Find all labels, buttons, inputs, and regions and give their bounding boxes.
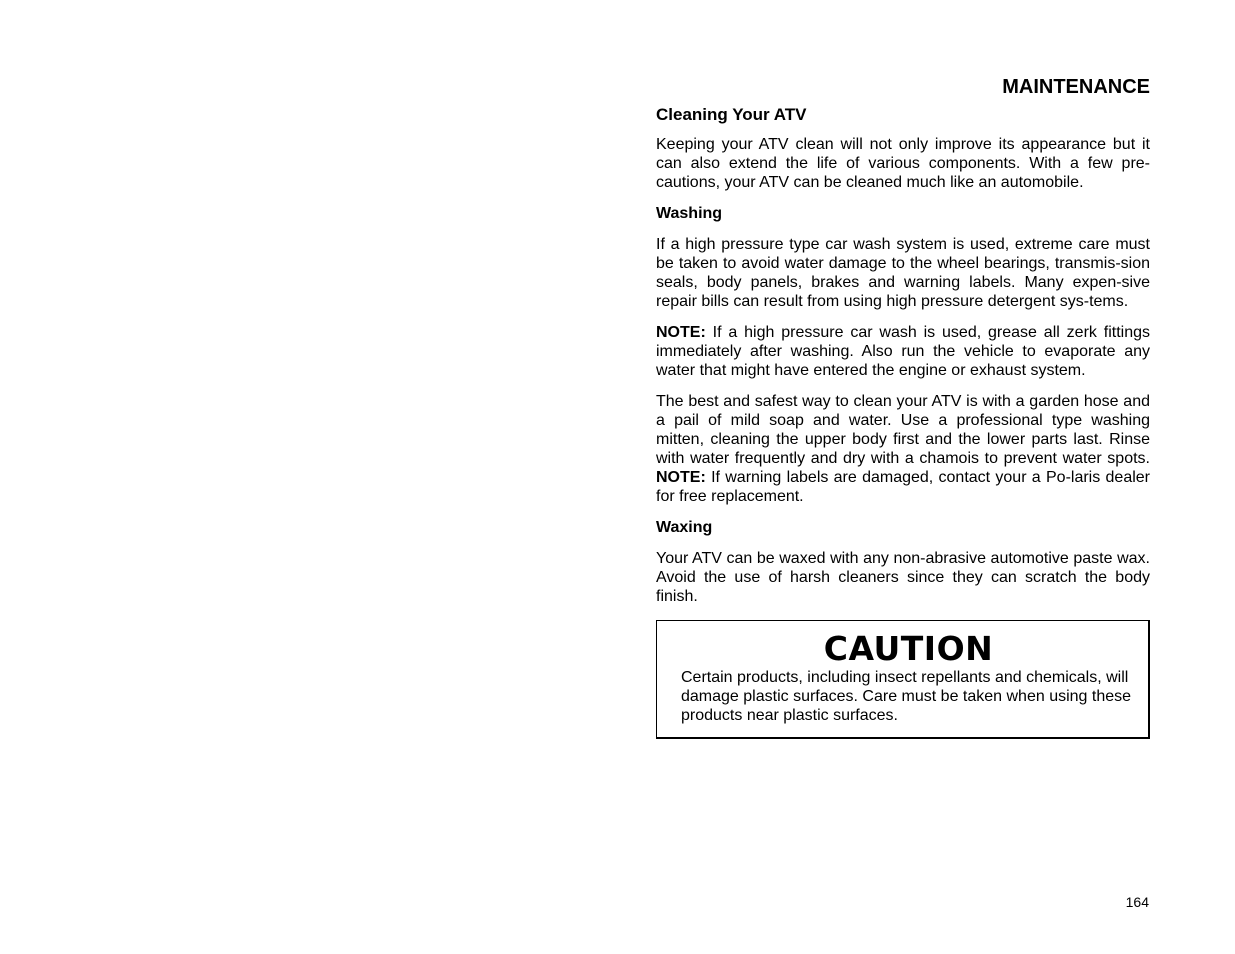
waxing-heading: Waxing (656, 519, 713, 536)
washing-paragraph: If a high pressure type car wash system is used, extreme care must be taken to avoid water damage to the wheel bearings, transmis-sion seals, body panels, brakes and warning labels. Many expen-sive repair bills can result from using high pressure detergent sys-tems. (656, 236, 1150, 310)
note-label: NOTE: (656, 469, 706, 486)
washing-method-note-text: If warning labels are damaged, contact your a Po-laris dealer for free replacement. (656, 469, 1150, 505)
section-header: MAINTENANCE (1002, 76, 1150, 98)
note-label: NOTE: (656, 324, 706, 341)
washing-method-text: The best and safest way to clean your ATV is with a garden hose and a pail of mild soap and water. Use a professional type washing mitten, cleaning the upper body first and the lower parts last. Rinse with water frequently and dry with a chamois to prevent water spots. (656, 393, 1150, 467)
caution-box (656, 620, 1150, 739)
page-number: 164 (1125, 894, 1149, 910)
intro-paragraph: Keeping your ATV clean will not only improve its appearance but it can also extend the life of various components. With a few pre-cautions, your ATV can be cleaned much like an automobile. (656, 136, 1150, 191)
caution-title: CAUTION (823, 629, 994, 668)
page-title: Cleaning Your ATV (656, 105, 807, 124)
caution-text: Certain products, including insect repellants and chemicals, will damage plastic surfaces. Care must be taken when using these products near plastic surfaces. (681, 669, 1132, 724)
page-column (656, 74, 1150, 739)
washing-note-paragraph (656, 323, 1150, 380)
washing-method-paragraph (656, 392, 1150, 506)
waxing-paragraph: Your ATV can be waxed with any non-abrasive automotive paste wax. Avoid the use of harsh cleaners since they can scratch the body finish. (656, 550, 1150, 605)
washing-heading: Washing (656, 205, 723, 222)
note-text: If a high pressure car wash is used, grease all zerk fittings immediately after washing. Also run the vehicle to evaporate any water that might have entered the engine or exhaust system. (656, 324, 1150, 379)
